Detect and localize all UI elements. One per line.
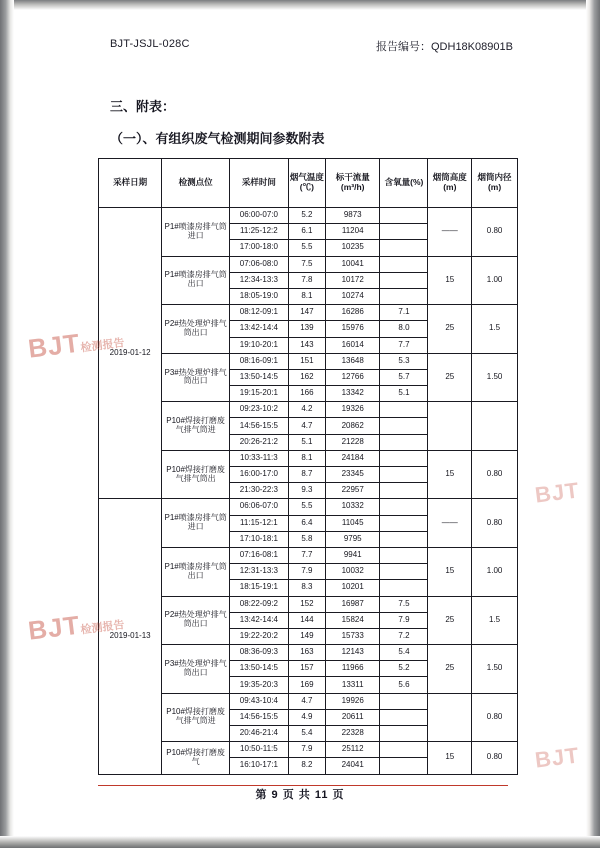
cell-oxygen xyxy=(380,726,428,742)
cell-sample-time: 09:43-10:4 xyxy=(229,693,288,709)
cell-sample-time: 21:30-22:3 xyxy=(229,483,288,499)
cell-sample-time: 19:10-20:1 xyxy=(229,337,288,353)
table-row xyxy=(99,353,518,369)
cell-stack-height: —— xyxy=(428,499,472,548)
cell-flue-temp: 6.1 xyxy=(288,224,325,240)
col-std-flow: 标干流量(m³/h) xyxy=(325,159,380,208)
cell-sample-time: 07:16-08:1 xyxy=(229,547,288,563)
table-row xyxy=(99,208,518,224)
cell-flue-temp: 5.8 xyxy=(288,531,325,547)
table-row xyxy=(99,645,518,661)
cell-flue-temp: 4.9 xyxy=(288,709,325,725)
cell-std-flow: 9873 xyxy=(325,208,380,224)
cell-sample-time: 11:15-12:1 xyxy=(229,515,288,531)
cell-sample-time: 13:50-14:5 xyxy=(229,369,288,385)
cell-oxygen: 7.1 xyxy=(380,305,428,321)
cell-oxygen xyxy=(380,709,428,725)
cell-sample-date: 2019-01-13 xyxy=(99,499,162,774)
page-footer: 第 9 页 共 11 页 xyxy=(255,789,345,801)
cell-oxygen xyxy=(380,240,428,256)
cell-std-flow: 23345 xyxy=(325,467,380,483)
cell-flue-temp: 7.8 xyxy=(288,272,325,288)
cell-flue-temp: 166 xyxy=(288,386,325,402)
cell-oxygen: 5.2 xyxy=(380,661,428,677)
cell-std-flow: 13311 xyxy=(325,677,380,693)
cell-flue-temp: 152 xyxy=(288,596,325,612)
cell-std-flow: 19926 xyxy=(325,693,380,709)
page-edge-bottom xyxy=(0,836,600,848)
cell-oxygen: 5.7 xyxy=(380,369,428,385)
cell-flue-temp: 5.5 xyxy=(288,240,325,256)
cell-oxygen xyxy=(380,418,428,434)
cell-point: P10#焊接打磨废气排气筒进 xyxy=(162,693,230,742)
cell-stack-diameter xyxy=(472,402,518,451)
cell-sample-time: 19:22-20:2 xyxy=(229,628,288,644)
cell-oxygen xyxy=(380,758,428,774)
cell-sample-date: 2019-01-12 xyxy=(99,208,162,499)
table-row xyxy=(99,256,518,272)
col-oxygen: 含氧量(%) xyxy=(380,159,428,208)
cell-flue-temp: 163 xyxy=(288,645,325,661)
cell-sample-time: 17:10-18:1 xyxy=(229,531,288,547)
cell-sample-time: 14:56-15:5 xyxy=(229,709,288,725)
cell-sample-time: 08:16-09:1 xyxy=(229,353,288,369)
cell-oxygen xyxy=(380,272,428,288)
cell-std-flow: 25112 xyxy=(325,742,380,758)
cell-std-flow: 13342 xyxy=(325,386,380,402)
cell-std-flow: 22328 xyxy=(325,726,380,742)
cell-std-flow: 10201 xyxy=(325,580,380,596)
cell-sample-time: 19:15-20:1 xyxy=(229,386,288,402)
cell-stack-diameter: 0.80 xyxy=(472,693,518,742)
cell-flue-temp: 147 xyxy=(288,305,325,321)
cell-std-flow: 20611 xyxy=(325,709,380,725)
page-edge-top xyxy=(0,0,600,10)
cell-sample-time: 16:00-17:0 xyxy=(229,467,288,483)
cell-sample-time: 20:26-21:2 xyxy=(229,434,288,450)
cell-oxygen xyxy=(380,531,428,547)
col-flue-temp: 烟气温度(℃) xyxy=(288,159,325,208)
cell-stack-diameter: 0.80 xyxy=(472,208,518,257)
cell-point: P10#焊接打磨废气排气筒进 xyxy=(162,402,230,451)
cell-point: P1#喷漆房排气筒出口 xyxy=(162,256,230,305)
page-edge-right xyxy=(586,0,600,848)
cell-sample-time: 13:42-14:4 xyxy=(229,321,288,337)
cell-sample-time: 19:35-20:3 xyxy=(229,677,288,693)
cell-stack-height xyxy=(428,693,472,742)
cell-flue-temp: 8.1 xyxy=(288,450,325,466)
table-row xyxy=(99,596,518,612)
cell-oxygen xyxy=(380,547,428,563)
page-header xyxy=(14,38,586,58)
cell-flue-temp: 4.7 xyxy=(288,418,325,434)
cell-sample-time: 16:10-17:1 xyxy=(229,758,288,774)
cell-point: P1#喷漆房排气筒进口 xyxy=(162,499,230,548)
cell-oxygen xyxy=(380,483,428,499)
cell-point: P2#热处理炉排气筒出口 xyxy=(162,305,230,354)
col-point: 检测点位 xyxy=(162,159,230,208)
cell-stack-diameter: 1.50 xyxy=(472,353,518,402)
parameters-table xyxy=(98,158,518,775)
table-row xyxy=(99,742,518,758)
cell-oxygen: 5.3 xyxy=(380,353,428,369)
cell-flue-temp: 151 xyxy=(288,353,325,369)
cell-flue-temp: 139 xyxy=(288,321,325,337)
cell-oxygen xyxy=(380,693,428,709)
cell-oxygen: 8.0 xyxy=(380,321,428,337)
table-row xyxy=(99,499,518,515)
cell-stack-height: 15 xyxy=(428,450,472,499)
cell-flue-temp: 8.2 xyxy=(288,758,325,774)
cell-stack-height xyxy=(428,402,472,451)
cell-std-flow: 13648 xyxy=(325,353,380,369)
col-stack-diameter: 烟筒内径(m) xyxy=(472,159,518,208)
cell-oxygen xyxy=(380,434,428,450)
cell-std-flow: 10172 xyxy=(325,272,380,288)
cell-oxygen xyxy=(380,742,428,758)
col-stack-height: 烟筒高度(m) xyxy=(428,159,472,208)
cell-oxygen: 7.9 xyxy=(380,612,428,628)
cell-flue-temp: 169 xyxy=(288,677,325,693)
cell-std-flow: 24041 xyxy=(325,758,380,774)
cell-sample-time: 13:42-14:4 xyxy=(229,612,288,628)
cell-flue-temp: 162 xyxy=(288,369,325,385)
report-number-value: QDH18K08901B xyxy=(431,41,513,53)
cell-oxygen: 5.6 xyxy=(380,677,428,693)
table-row xyxy=(99,693,518,709)
watermark-left-2: BJT检测报告 xyxy=(26,609,126,646)
cell-flue-temp: 144 xyxy=(288,612,325,628)
cell-oxygen: 7.5 xyxy=(380,596,428,612)
cell-stack-diameter: 1.50 xyxy=(472,645,518,694)
cell-sample-time: 10:33-11:3 xyxy=(229,450,288,466)
cell-std-flow: 10041 xyxy=(325,256,380,272)
cell-flue-temp: 8.3 xyxy=(288,580,325,596)
cell-stack-height: 15 xyxy=(428,547,472,596)
cell-std-flow: 12766 xyxy=(325,369,380,385)
cell-flue-temp: 5.4 xyxy=(288,726,325,742)
cell-flue-temp: 157 xyxy=(288,661,325,677)
cell-oxygen xyxy=(380,256,428,272)
table-row xyxy=(99,547,518,563)
cell-point: P3#热处理炉排气筒出口 xyxy=(162,645,230,694)
cell-std-flow: 15976 xyxy=(325,321,380,337)
cell-oxygen: 5.1 xyxy=(380,386,428,402)
cell-flue-temp: 8.1 xyxy=(288,288,325,304)
cell-sample-time: 18:05-19:0 xyxy=(229,288,288,304)
cell-point: P2#热处理炉排气筒出口 xyxy=(162,596,230,645)
cell-stack-height: 25 xyxy=(428,596,472,645)
cell-stack-diameter: 0.80 xyxy=(472,499,518,548)
cell-std-flow: 21228 xyxy=(325,434,380,450)
col-sample-time: 采样时间 xyxy=(229,159,288,208)
cell-oxygen xyxy=(380,467,428,483)
cell-oxygen xyxy=(380,208,428,224)
cell-stack-diameter: 0.80 xyxy=(472,450,518,499)
cell-flue-temp: 8.7 xyxy=(288,467,325,483)
cell-std-flow: 19326 xyxy=(325,402,380,418)
cell-std-flow: 16014 xyxy=(325,337,380,353)
cell-std-flow: 15733 xyxy=(325,628,380,644)
cell-point: P1#喷漆房排气筒进口 xyxy=(162,208,230,257)
page-content xyxy=(14,10,586,836)
cell-flue-temp: 7.9 xyxy=(288,742,325,758)
cell-oxygen xyxy=(380,450,428,466)
cell-flue-temp: 7.9 xyxy=(288,564,325,580)
cell-sample-time: 08:12-09:1 xyxy=(229,305,288,321)
table-row xyxy=(99,402,518,418)
cell-stack-height: 25 xyxy=(428,353,472,402)
cell-stack-height: 25 xyxy=(428,645,472,694)
cell-flue-temp: 5.1 xyxy=(288,434,325,450)
cell-flue-temp: 6.4 xyxy=(288,515,325,531)
table-header xyxy=(99,159,518,208)
section-title: 三、附表： xyxy=(110,99,176,114)
cell-sample-time: 14:56-15:5 xyxy=(229,418,288,434)
cell-flue-temp: 7.7 xyxy=(288,547,325,563)
report-number xyxy=(376,38,513,54)
report-number-label: 报告编号： xyxy=(376,41,431,53)
subsection-title: （一）、有组织废气检测期间参数附表 xyxy=(110,131,325,146)
cell-sample-time: 08:22-09:2 xyxy=(229,596,288,612)
cell-stack-diameter: 1.5 xyxy=(472,596,518,645)
cell-sample-time: 20:46-21:4 xyxy=(229,726,288,742)
cell-flue-temp: 4.7 xyxy=(288,693,325,709)
cell-std-flow: 9941 xyxy=(325,547,380,563)
cell-std-flow: 20862 xyxy=(325,418,380,434)
watermark-left-1: BJT检测报告 xyxy=(26,327,126,364)
cell-stack-diameter: 1.00 xyxy=(472,256,518,305)
cell-oxygen xyxy=(380,224,428,240)
cell-std-flow: 16286 xyxy=(325,305,380,321)
cell-oxygen xyxy=(380,499,428,515)
cell-oxygen xyxy=(380,580,428,596)
cell-std-flow: 15824 xyxy=(325,612,380,628)
cell-sample-time: 12:31-13:3 xyxy=(229,564,288,580)
cell-stack-height: 15 xyxy=(428,742,472,774)
cell-sample-time: 06:00-07:0 xyxy=(229,208,288,224)
cell-sample-time: 09:23-10:2 xyxy=(229,402,288,418)
cell-std-flow: 12143 xyxy=(325,645,380,661)
cell-std-flow: 24184 xyxy=(325,450,380,466)
col-sample-date: 采样日期 xyxy=(99,159,162,208)
cell-sample-time: 06:06-07:0 xyxy=(229,499,288,515)
table-body xyxy=(99,208,518,775)
watermark-right-2: BJT xyxy=(534,742,582,773)
cell-point: P10#焊接打磨废气排气筒出 xyxy=(162,450,230,499)
cell-std-flow: 10235 xyxy=(325,240,380,256)
cell-flue-temp: 4.2 xyxy=(288,402,325,418)
cell-std-flow: 11204 xyxy=(325,224,380,240)
cell-std-flow: 22957 xyxy=(325,483,380,499)
cell-stack-height: 25 xyxy=(428,305,472,354)
page-edge-left xyxy=(0,0,14,848)
cell-sample-time: 07:06-08:0 xyxy=(229,256,288,272)
cell-flue-temp: 5.2 xyxy=(288,208,325,224)
cell-sample-time: 11:25-12:2 xyxy=(229,224,288,240)
cell-std-flow: 16987 xyxy=(325,596,380,612)
cell-point: P1#喷漆房排气筒出口 xyxy=(162,547,230,596)
cell-sample-time: 18:15-19:1 xyxy=(229,580,288,596)
cell-oxygen: 7.2 xyxy=(380,628,428,644)
cell-stack-height: —— xyxy=(428,208,472,257)
cell-std-flow: 10274 xyxy=(325,288,380,304)
cell-oxygen xyxy=(380,515,428,531)
cell-flue-temp: 9.3 xyxy=(288,483,325,499)
cell-point: P3#热处理炉排气筒出口 xyxy=(162,353,230,402)
cell-stack-diameter: 0.80 xyxy=(472,742,518,774)
cell-oxygen xyxy=(380,288,428,304)
cell-std-flow: 10332 xyxy=(325,499,380,515)
table-header-row xyxy=(99,159,518,208)
cell-sample-time: 08:36-09:3 xyxy=(229,645,288,661)
cell-flue-temp: 7.5 xyxy=(288,256,325,272)
cell-sample-time: 12:34-13:3 xyxy=(229,272,288,288)
cell-std-flow: 9795 xyxy=(325,531,380,547)
watermark-right-1: BJT xyxy=(534,477,582,508)
cell-sample-time: 13:50-14:5 xyxy=(229,661,288,677)
table-row xyxy=(99,305,518,321)
cell-flue-temp: 5.5 xyxy=(288,499,325,515)
cell-stack-height: 15 xyxy=(428,256,472,305)
document-code: BJT-JSJL-028C xyxy=(110,38,190,50)
cell-point: P10#焊接打磨废气 xyxy=(162,742,230,774)
cell-flue-temp: 149 xyxy=(288,628,325,644)
cell-std-flow: 11966 xyxy=(325,661,380,677)
cell-sample-time: 10:50-11:5 xyxy=(229,742,288,758)
cell-oxygen xyxy=(380,402,428,418)
cell-oxygen xyxy=(380,564,428,580)
cell-stack-diameter: 1.5 xyxy=(472,305,518,354)
cell-flue-temp: 143 xyxy=(288,337,325,353)
cell-stack-diameter: 1.00 xyxy=(472,547,518,596)
cell-std-flow: 10032 xyxy=(325,564,380,580)
cell-oxygen: 5.4 xyxy=(380,645,428,661)
cell-oxygen: 7.7 xyxy=(380,337,428,353)
cell-sample-time: 17:00-18:0 xyxy=(229,240,288,256)
table-row xyxy=(99,450,518,466)
cell-std-flow: 11045 xyxy=(325,515,380,531)
